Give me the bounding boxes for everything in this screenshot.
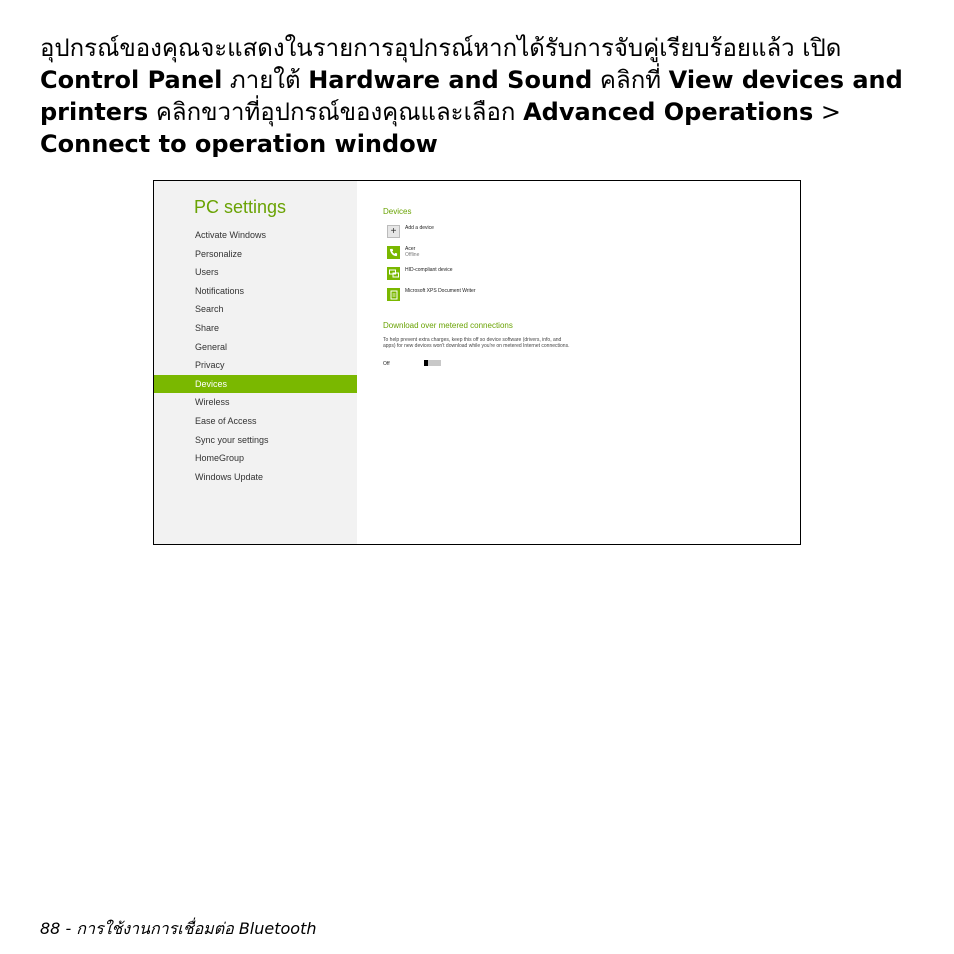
plus-icon: + — [387, 225, 400, 238]
sidebar-item-notifications[interactable]: Notifications — [195, 285, 245, 296]
instruction-text — [40, 32, 920, 160]
sidebar-item-wireless[interactable]: Wireless — [195, 397, 230, 408]
keyboard-icon — [387, 267, 400, 280]
metered-section-title: Download over metered connections — [383, 321, 513, 330]
toggle-knob — [424, 360, 428, 366]
sidebar-item-general[interactable]: General — [195, 341, 228, 352]
devices-content — [383, 181, 783, 544]
instruction-part-4: คลิกขวาที่อุปกรณ์ของคุณและเลือก — [148, 98, 524, 126]
connect-window-term: Connect to operation window — [40, 130, 438, 158]
device-item-xps-writer[interactable] — [387, 288, 475, 304]
hardware-and-sound-term: Hardware and Sound — [308, 66, 593, 94]
instruction-part-5: > — [813, 98, 841, 126]
sidebar-item-devices[interactable]: Devices — [154, 375, 357, 394]
device-status: Offline — [405, 252, 420, 258]
metered-toggle-label: Off — [383, 361, 390, 367]
printer-document-icon — [387, 288, 400, 301]
device-item-acer[interactable] — [387, 246, 419, 262]
pc-settings-screenshot — [153, 180, 801, 545]
control-panel-term: Control Panel — [40, 66, 223, 94]
devices-section-title: Devices — [383, 207, 412, 216]
sidebar-nav — [154, 226, 357, 486]
sidebar-item-sync-settings[interactable]: Sync your settings — [195, 434, 269, 445]
metered-description: To help prevent extra charges, keep this off so device software (drivers, info, and apps) for new devices won't download while you're on metered Internet connections. — [383, 337, 570, 349]
device-name: Microsoft XPS Document Writer — [405, 288, 476, 294]
advanced-operations-term: Advanced Operations — [523, 98, 814, 126]
page-footer: 88 - การใช้งานการเชื่อมต่อ Bluetooth — [40, 919, 317, 938]
view-devices-term: View devices and printers — [40, 66, 903, 126]
sidebar-item-privacy[interactable]: Privacy — [195, 360, 225, 371]
sidebar-item-users[interactable]: Users — [195, 267, 219, 278]
sidebar-item-search[interactable]: Search — [195, 304, 224, 315]
sidebar-item-share[interactable]: Share — [195, 322, 220, 333]
instruction-part-3: คลิกที่ — [592, 66, 669, 94]
phone-icon — [387, 246, 400, 259]
sidebar-item-ease-of-access[interactable]: Ease of Access — [195, 415, 257, 426]
settings-sidebar — [154, 181, 357, 544]
add-device-button[interactable] — [387, 225, 434, 241]
device-name: Acer — [405, 246, 416, 252]
add-device-label: Add a device — [405, 225, 434, 231]
instruction-part-1: อุปกรณ์ของคุณจะแสดงในรายการอุปกรณ์หากได้รับการจับคู่เรียบร้อยแล้ว เปิด — [40, 34, 842, 62]
sidebar-item-homegroup[interactable]: HomeGroup — [195, 453, 245, 464]
sidebar-item-activate-windows[interactable]: Activate Windows — [195, 230, 267, 240]
sidebar-item-personalize[interactable]: Personalize — [195, 248, 243, 259]
sidebar-item-windows-update[interactable]: Windows Update — [195, 471, 264, 482]
sidebar-title: PC settings — [194, 197, 287, 217]
device-item-hid[interactable] — [387, 267, 453, 283]
metered-toggle-switch[interactable] — [424, 360, 441, 366]
instruction-part-2: ภายใต้ — [222, 66, 309, 94]
device-name: HID-compliant device — [405, 267, 453, 273]
